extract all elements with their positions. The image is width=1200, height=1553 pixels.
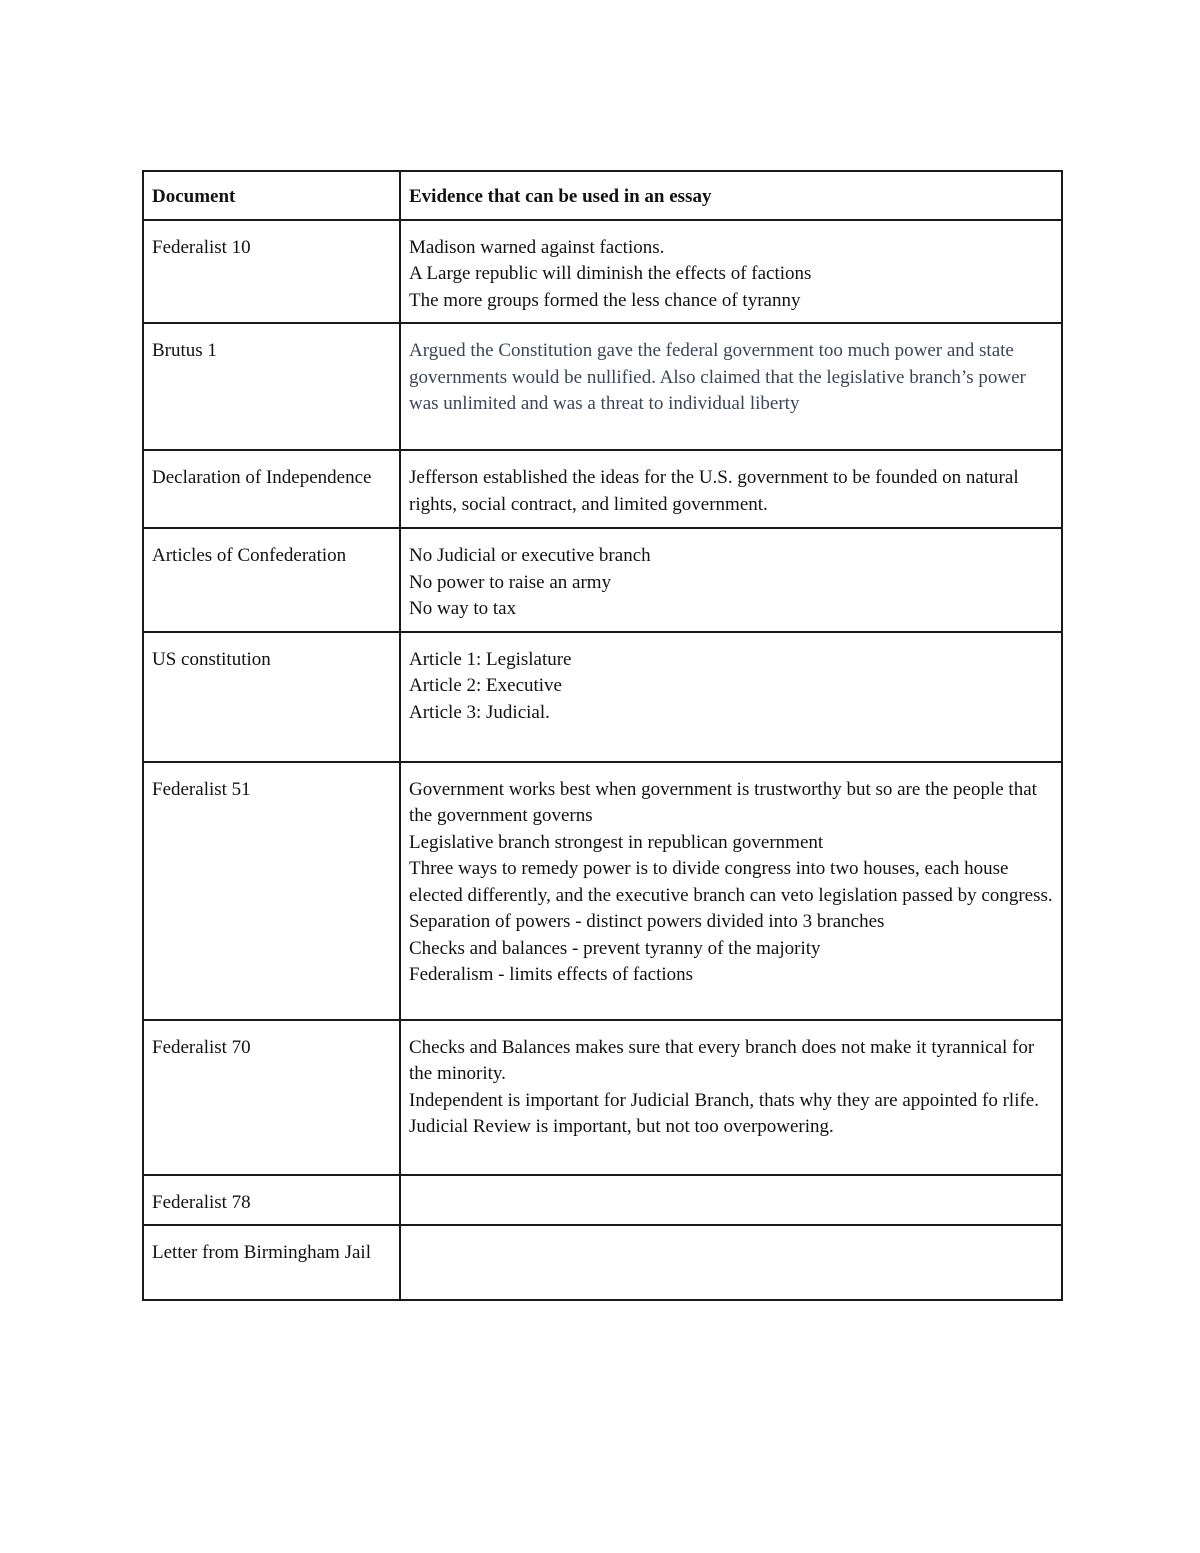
evidence-line: No power to raise an army bbox=[409, 571, 612, 593]
document-cell: Letter from Birmingham Jail bbox=[143, 1225, 400, 1300]
evidence-cell bbox=[400, 528, 1062, 632]
evidence-cell bbox=[400, 1020, 1062, 1175]
document-cell: US constitution bbox=[143, 632, 400, 762]
document-cell: Articles of Confederation bbox=[143, 528, 400, 632]
evidence-line: Jefferson established the ideas for the U.S. government to be founded on natural rights, social contract, and limited government. bbox=[409, 467, 1024, 515]
evidence-line: Three ways to remedy power is to divide congress into two houses, each house elected differently, and the executive branch can veto legislation passed by congress. bbox=[409, 858, 1053, 906]
evidence-line: Separation of powers - distinct powers divided into 3 branches bbox=[409, 911, 885, 932]
table-row bbox=[143, 762, 1062, 1020]
evidence-line: Government works best when government is trustworthy but so are the people that the government governs bbox=[409, 778, 1042, 826]
evidence-line: Article 3: Judicial. bbox=[409, 701, 550, 723]
document-cell: Brutus 1 bbox=[143, 323, 400, 450]
evidence-cell bbox=[400, 762, 1062, 1020]
evidence-cell bbox=[400, 632, 1062, 762]
evidence-line: No way to tax bbox=[409, 598, 517, 619]
evidence-cell bbox=[400, 450, 1062, 528]
evidence-line: Madison warned against factions. bbox=[409, 236, 665, 258]
evidence-line: Article 2: Executive bbox=[409, 675, 562, 696]
document-cell: Federalist 70 bbox=[143, 1020, 400, 1175]
header-evidence: Evidence that can be used in an essay bbox=[400, 171, 1062, 220]
evidence-line: Checks and Balances makes sure that every branch does not make it tyrannical for the minority. bbox=[409, 1036, 1039, 1084]
evidence-cell bbox=[400, 220, 1062, 324]
evidence-line: No Judicial or executive branch bbox=[409, 545, 651, 566]
evidence-table bbox=[142, 170, 1063, 1301]
table-row bbox=[143, 450, 1062, 528]
evidence-line: Independent is important for Judicial Branch, thats why they are appointed fo rlife. bbox=[409, 1089, 1039, 1111]
evidence-cell-empty bbox=[400, 1225, 1062, 1300]
evidence-cell bbox=[400, 323, 1062, 450]
evidence-line: Article 1: Legislature bbox=[409, 648, 572, 670]
evidence-line: Federalism - limits effects of factions bbox=[409, 964, 694, 985]
evidence-line: The more groups formed the less chance of tyranny bbox=[409, 289, 801, 311]
header-document: Document bbox=[143, 171, 400, 220]
table-row bbox=[143, 220, 1062, 324]
document-cell: Declaration of Independence bbox=[143, 450, 400, 528]
table-header-row bbox=[143, 171, 1062, 220]
table-row bbox=[143, 1225, 1062, 1300]
evidence-line: A Large republic will diminish the effects of factions bbox=[409, 263, 812, 284]
table-row bbox=[143, 632, 1062, 762]
document-cell: Federalist 51 bbox=[143, 762, 400, 1020]
table-row bbox=[143, 323, 1062, 450]
evidence-line: Argued the Constitution gave the federal government too much power and state governments would be nullified. Also claimed that the legislative branch’s power was unlimited and was a threat to individual liberty bbox=[409, 340, 1031, 414]
document-cell: Federalist 10 bbox=[143, 220, 400, 324]
document-cell: Federalist 78 bbox=[143, 1175, 400, 1226]
evidence-line: Checks and balances - prevent tyranny of the majority bbox=[409, 937, 821, 959]
evidence-line: Legislative branch strongest in republican government bbox=[409, 831, 824, 853]
evidence-cell-empty bbox=[400, 1175, 1062, 1226]
table-row bbox=[143, 1175, 1062, 1226]
table-row bbox=[143, 528, 1062, 632]
evidence-line: Judicial Review is important, but not too overpowering. bbox=[409, 1116, 834, 1137]
table-row bbox=[143, 1020, 1062, 1175]
